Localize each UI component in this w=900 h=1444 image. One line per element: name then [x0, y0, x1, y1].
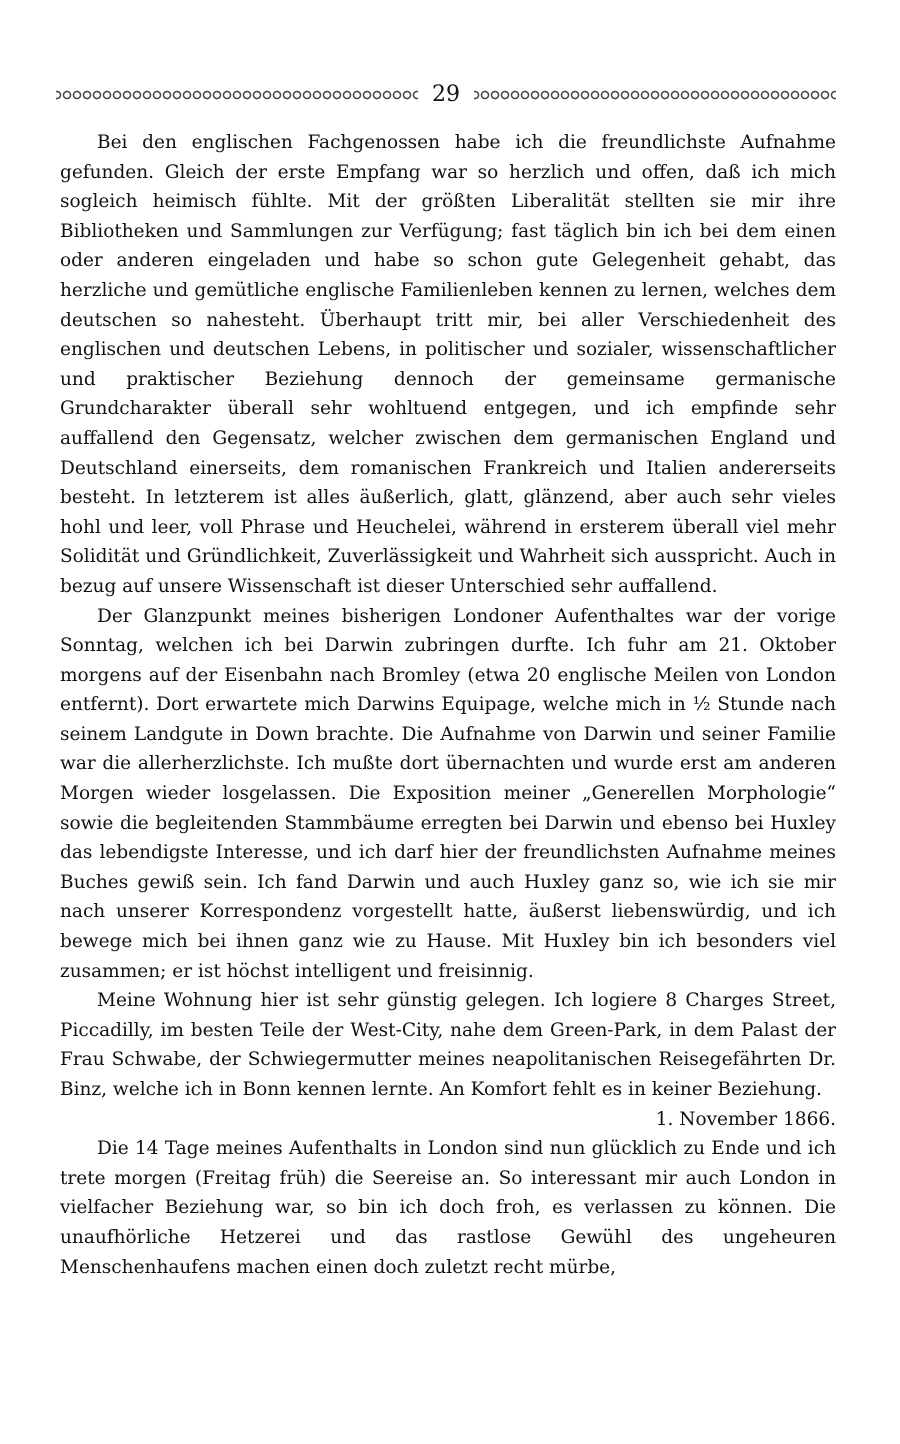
page-number: 29 [432, 82, 460, 107]
paragraph-4: Die 14 Tage meines Aufenthalts in London sind nun glücklich zu Ende und ich trete morgen (Freitag früh) die Seereise an. So interessant mir auch London in vielfacher Beziehung war, so bin ich doch froh, es verlassen zu können. Die unaufhörliche Hetzerei und das rastlose Gewühl des ungeheuren Menschenhaufens machen einen doch zuletzt recht mürbe, [60, 1138, 836, 1278]
date-line: 1. November 1866. [655, 1108, 836, 1130]
body-text [60, 128, 836, 1282]
paragraph-1: Bei den englischen Fachgenossen habe ich die freundlichste Aufnahme gefunden. Gleich der erste Empfang war so herzlich und offen, daß ich mich sogleich heimisch fühlte. Mit der größten Liberalität stellten sie mir ihre Bibliotheken und Sammlungen zur Verfügung; fast täglich bin ich bei dem einen oder anderen eingeladen und habe so schon gute Gelegenheit gehabt, das herzliche und gemütliche englische Familienleben kennen zu lernen, welches dem deutschen so nahesteht. Überhaupt tritt mir, bei aller Verschiedenheit des englischen und deutschen Lebens, in politischer und sozialer, wissenschaftlicher und praktischer Beziehung dennoch der gemeinsame germanische Grundcharakter überall sehr wohltuend entgegen, und ich empfinde sehr auffallend den Gegensatz, welcher zwischen dem germanischen England und Deutschland einerseits, dem romanischen Frankreich und Italien andererseits besteht. In letzterem ist alles äußerlich, glatt, glänzend, aber auch sehr vieles hohl und leer, voll Phrase und Heuchelei, während in ersterem überall viel mehr Solidität und Gründlichkeit, Zuverlässigkeit und Wahrheit sich ausspricht. Auch in bezug auf unsere Wissenschaft ist dieser Unterschied sehr auffallend. [60, 132, 836, 597]
paragraph-3: Meine Wohnung hier ist sehr günstig gelegen. Ich logiere 8 Charges Street, Piccadilly, im besten Teile der West-City, nahe dem Green-Park, in dem Palast der Frau Schwabe, der Schwiegermutter meines neapolitanischen Reisegefährten Dr. Binz, welche ich in Bonn kennen lernte. An Komfort fehlt es in keiner Beziehung. [60, 990, 836, 1100]
right-ornament-border [474, 89, 836, 101]
paragraph-2: Der Glanzpunkt meines bisherigen Londoner Aufenthaltes war der vorige Sonntag, welchen ich bei Darwin zubringen durfte. Ich fuhr am 21. Oktober morgens auf der Eisenbahn nach Bromley (etwa 20 englische Meilen von London entfernt). Dort erwartete mich Darwins Equipage, welche mich in ½ Stunde nach seinem Landgute in Down brachte. Die Aufnahme von Darwin und seiner Familie war die allerherzlichste. Ich mußte dort übernachten und wurde erst am anderen Morgen wieder losgelassen. Die Exposition meiner „Generellen Morphologie“ sowie die begleitenden Stammbäume erregten bei Darwin und ebenso bei Huxley das lebendigste Interesse, und ich darf hier der freundlichsten Aufnahme meines Buches gewiß sein. Ich fand Darwin und auch Huxley ganz so, wie ich sie mir nach unserer Korrespondenz vorgestellt hatte, äußerst liebenswürdig, und ich bewege mich bei ihnen ganz wie zu Hause. Mit Huxley bin ich besonders viel zusammen; er ist höchst intelligent und freisinnig. [60, 605, 836, 982]
left-ornament-border [56, 89, 418, 101]
page-header [56, 80, 836, 110]
